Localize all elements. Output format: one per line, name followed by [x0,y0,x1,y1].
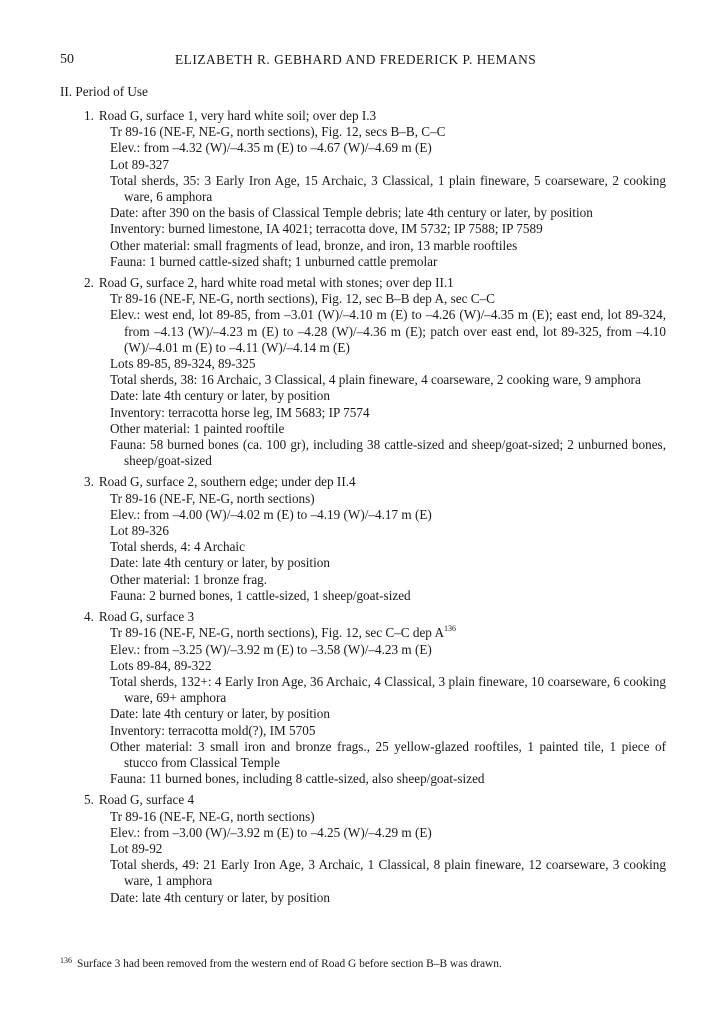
elevation-field: Elev.: from –3.25 (W)/–3.92 m (E) to –3.58 (W)/–4.23 m (E) [110,641,432,657]
lot-field: Lot 89-92 [110,840,163,856]
deposit-entry [84,108,666,270]
fauna-field: Fauna: 2 burned bones, 1 cattle-sized, 1 sheep/goat-sized [110,587,411,603]
inventory-field: Inventory: terracotta horse leg, IM 5683; IP 7574 [110,404,370,420]
entry-number: 2. [84,275,94,291]
lot-field: Lots 89-84, 89-322 [110,657,212,673]
deposit-entry [84,609,666,787]
date-field: Date: late 4th century or later, by position [110,889,330,905]
footnote-number: 136 [60,956,72,965]
page-header [0,52,719,70]
trench-field: Tr 89-16 (NE-F, NE-G, north sections) [110,490,315,506]
entry-title [84,275,666,291]
deposit-entry [84,792,666,905]
entry-title [84,474,666,490]
entry-title [84,108,666,124]
inventory-field: Inventory: terracotta mold(?), IM 5705 [110,722,316,738]
sherds-field: Total sherds, 38: 16 Archaic, 3 Classical, 4 plain fineware, 4 coarseware, 2 cooking ware, 9 amphora [110,372,641,388]
footnote-ref[interactable]: 136 [444,624,456,634]
inventory-field: Inventory: burned limestone, IA 4021; terracotta dove, IM 5732; IP 7588; IP 7589 [110,221,543,237]
deposit-entry [84,275,666,469]
section-heading: II. Period of Use [60,84,148,99]
entry-number: 5. [84,792,94,808]
elevation-field: Elev.: from –4.00 (W)/–4.02 m (E) to –4.19 (W)/–4.17 m (E) [110,506,432,522]
date-field: Date: late 4th century or later, by position [110,706,330,722]
entry-title-text: Road G, surface 4 [98,792,195,808]
elevation-field: Elev.: from –4.32 (W)/–4.35 m (E) to –4.67 (W)/–4.69 m (E) [110,140,432,156]
trench-field: Tr 89-16 (NE-F, NE-G, north sections), Fig. 12, sec B–B dep A, sec C–C [110,291,495,307]
lot-field: Lots 89-85, 89-324, 89-325 [110,356,256,372]
trench-field: Tr 89-16 (NE-F, NE-G, north sections), Fig. 12, secs B–B, C–C [110,124,446,140]
fauna-field: Fauna: 58 burned bones (ca. 100 gr), including 38 cattle-sized and sheep/goat-sized; 2 unburned bones, sheep/goat-sized [110,437,666,469]
trench-text: Tr 89-16 (NE-F, NE-G, north sections), Fig. 12, sec C–C dep A [110,625,444,641]
fauna-field: Fauna: 11 burned bones, including 8 cattle-sized, also sheep/goat-sized [110,771,485,787]
date-field: Date: late 4th century or later, by position [110,388,330,404]
other-material-field: Other material: 3 small iron and bronze frags., 25 yellow-glazed rooftiles, 1 painted tile, 1 piece of stucco from Classical Temple [110,738,666,770]
entry-title-text: Road G, surface 3 [98,609,195,625]
sherds-field: Total sherds, 35: 3 Early Iron Age, 15 Archaic, 3 Classical, 1 plain fineware, 5 coarseware, 2 cooking ware, 6 amphora [110,172,666,205]
footnote [60,953,502,972]
page-number: 50 [60,52,74,67]
other-material-field: Other material: 1 bronze frag. [110,571,268,587]
lot-field: Lot 89-326 [110,523,169,539]
lot-field: Lot 89-327 [110,156,169,172]
entry-title-text: Road G, surface 2, hard white road metal with stones; over dep II.1 [98,275,454,291]
entry-title [84,792,666,808]
date-field: Date: late 4th century or later, by position [110,555,330,571]
footnote-text: Surface 3 had been removed from the western end of Road G before section B–B was drawn. [77,958,502,970]
elevation-field: Elev.: west end, lot 89-85, from –3.01 (W)/–4.10 m (E) to –4.26 (W)/–4.35 m (E); east end, lot 89-324, from –4.13 (W)/–4.23 m (E) to –4.28 (W)/–4.36 m (E); patch over east end, lot 89-325, from –4.10 (W)/–4.01 m (E) to –4.11 (W)/–4.14 m (E) [110,307,666,355]
entry-title-text: Road G, surface 1, very hard white soil; over dep I.3 [98,108,377,123]
trench-field [84,625,666,641]
entry-number: 3. [84,474,94,490]
elevation-field: Elev.: from –3.00 (W)/–3.92 m (E) to –4.25 (W)/–4.29 m (E) [110,824,432,840]
deposit-entry [84,474,666,604]
date-field: Date: after 390 on the basis of Classical Temple debris; late 4th century or later, by position [110,205,593,221]
entry-title [84,609,666,625]
entry-number: 4. [84,609,94,625]
sherds-field: Total sherds, 49: 21 Early Iron Age, 3 Archaic, 1 Classical, 8 plain fineware, 12 coarseware, 3 cooking ware, 1 amphora [110,857,666,889]
fauna-field: Fauna: 1 burned cattle-sized shaft; 1 unburned cattle premolar [110,253,438,269]
entry-number: 1. [84,108,94,123]
running-head: ELIZABETH R. GEBHARD AND FREDERICK P. HEMANS [175,52,537,67]
deposit-list [84,108,666,911]
trench-field: Tr 89-16 (NE-F, NE-G, north sections) [110,808,315,824]
other-material-field: Other material: small fragments of lead, bronze, and iron, 13 marble rooftiles [110,237,518,253]
other-material-field: Other material: 1 painted rooftile [110,420,285,436]
entry-title-text: Road G, surface 2, southern edge; under dep II.4 [98,474,356,490]
sherds-field: Total sherds, 4: 4 Archaic [110,539,245,555]
sherds-field: Total sherds, 132+: 4 Early Iron Age, 36 Archaic, 4 Classical, 3 plain fineware, 10 coarseware, 6 cooking ware, 69+ amphora [110,673,666,706]
